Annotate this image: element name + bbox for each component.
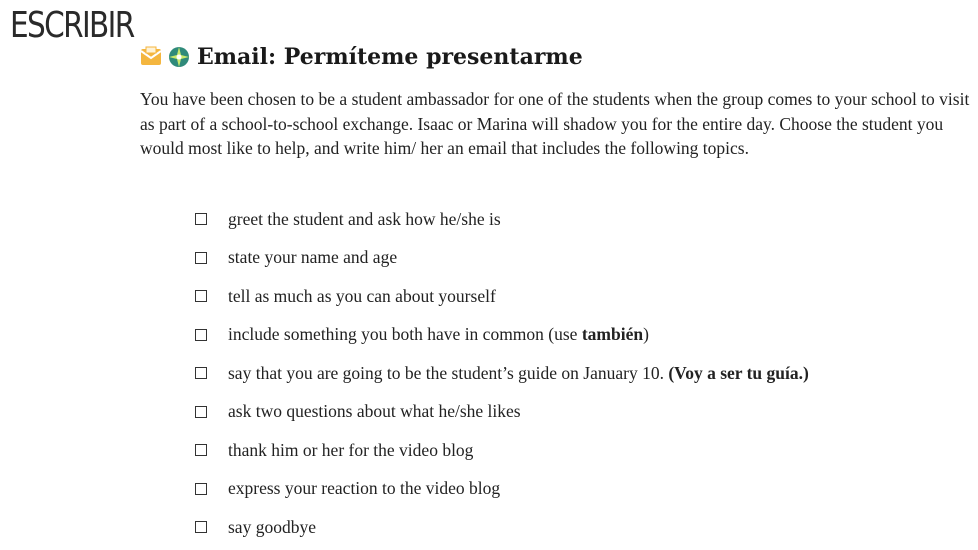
checkbox[interactable]: [195, 213, 207, 225]
checklist-item-text: ask two questions about what he/she likes: [228, 401, 521, 422]
checklist-item-text: state your name and age: [228, 247, 398, 268]
checklist-item[interactable]: [195, 431, 809, 470]
checkbox[interactable]: [195, 290, 207, 302]
checklist-item[interactable]: [195, 508, 809, 547]
checklist-item-text: thank him or her for the video blog: [228, 439, 474, 460]
checklist-item-text: include something you both have in common (use también): [228, 324, 649, 345]
checklist-item-text: tell as much as you can about yourself: [228, 285, 496, 306]
bold-phrase: (Voy a ser tu guía.): [668, 362, 809, 383]
checklist-item[interactable]: [195, 470, 809, 509]
checklist-item[interactable]: [195, 277, 809, 316]
checklist-item[interactable]: [195, 393, 809, 432]
checklist-item[interactable]: [195, 200, 809, 239]
checklist-item[interactable]: [195, 316, 809, 355]
checkbox[interactable]: [195, 329, 207, 341]
checklist-item-text: say goodbye: [228, 516, 316, 537]
envelope-icon: [140, 46, 162, 68]
checklist-item-text: express your reaction to the video blog: [228, 478, 501, 499]
checkbox[interactable]: [195, 252, 207, 264]
checklist-item-text: say that you are going to be the student’s guide on January 10. (Voy a ser tu guía.): [228, 362, 809, 383]
checkbox[interactable]: [195, 406, 207, 418]
checklist-item[interactable]: [195, 239, 809, 278]
checklist-item[interactable]: [195, 354, 809, 393]
slide-title: ESCRIBIR: [10, 5, 134, 46]
bold-term: también: [581, 324, 644, 345]
checkbox[interactable]: [195, 521, 207, 533]
checkbox[interactable]: [195, 483, 207, 495]
section-heading: Email: Permíteme presentarme: [197, 44, 583, 70]
prompt-paragraph: You have been chosen to be a student ambassador for one of the students when the group comes to your school to visit as part of a school-to-school exchange. Isaac or Marina will shadow you for the entire day. Choose the student you would most like to help, and write him/ her an email that includes the following topics.: [140, 89, 970, 158]
checkbox[interactable]: [195, 444, 207, 456]
checkbox[interactable]: [195, 367, 207, 379]
globe-icon: [168, 46, 190, 68]
section-heading-row: [140, 42, 583, 72]
checklist-item-text: greet the student and ask how he/she is: [228, 208, 501, 229]
topic-checklist: [195, 200, 809, 547]
